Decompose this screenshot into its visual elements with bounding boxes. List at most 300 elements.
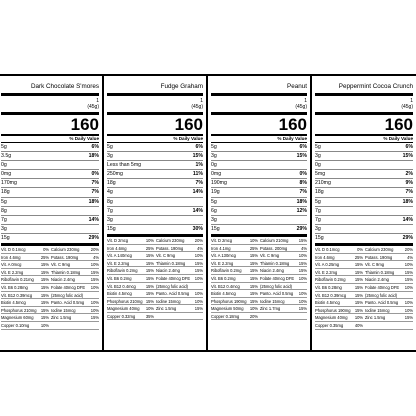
vitamin-grid	[1, 246, 99, 330]
nutrient-row	[315, 143, 413, 152]
nutrient-row	[315, 179, 413, 188]
vitamin-percent: 15%	[298, 260, 307, 266]
vitamin-row	[107, 305, 203, 313]
vitamin-percent: 25%	[145, 245, 155, 251]
vitamin-name: (25mcg folic acid)	[50, 292, 84, 298]
product-column	[208, 76, 312, 350]
vitamin-percent: 15%	[194, 306, 203, 312]
vitamin-percent: 10%	[298, 291, 307, 297]
nutrient-row	[107, 216, 203, 225]
servings-count: 1	[304, 98, 307, 104]
nutrient-daily-value: 15%	[192, 153, 203, 160]
vitamin-percent: 15%	[145, 275, 155, 281]
vitamin-row	[107, 267, 203, 275]
vitamin-percent: 15%	[40, 269, 50, 275]
vitamin-row	[107, 313, 203, 321]
vitamin-percent: 15%	[40, 300, 50, 306]
vitamin-row	[315, 246, 413, 254]
nutrient-row	[211, 143, 307, 152]
nutrient-row	[107, 198, 203, 207]
nutrient-daily-value: 18%	[296, 198, 307, 205]
vitamin-name: Phosphorus 210mg	[1, 307, 37, 313]
vitamin-name: Vit. B12 0.39mcg	[315, 292, 347, 298]
vitamin-name: Folate 40mcg DFE	[364, 285, 400, 290]
calories-value: 160	[278, 115, 307, 134]
nutrient-row	[1, 234, 99, 243]
vitamin-name: Thiamin 0.18mg	[155, 260, 186, 266]
vitamin-name: Iron 4.6mg	[315, 254, 335, 260]
product-name: Dark Chocolate S'mores	[30, 83, 99, 90]
vitamin-name: Vit. C 9mg	[259, 253, 280, 259]
vitamin-percent: 10%	[90, 307, 99, 313]
vitamin-name: Vit. D 2mcg	[107, 237, 129, 243]
vitamin-name: Vit. D 2mcg	[211, 237, 233, 243]
nutrient-row	[1, 161, 99, 170]
vitamin-percent: 40%	[354, 322, 364, 328]
serving-size: (45g)	[295, 104, 307, 110]
vitamin-percent: 15%	[354, 262, 364, 268]
vitamin-grid	[315, 246, 413, 330]
vitamin-name: Vit. D 0.1mcg	[1, 247, 26, 253]
vitamin-percent: 15%	[145, 268, 155, 274]
vitamin-percent: 15%	[194, 260, 203, 266]
nutrient-amount: 18g	[1, 189, 10, 196]
nutrient-daily-value: 2%	[405, 171, 413, 178]
nutrient-row	[1, 170, 99, 179]
vitamin-name: (25mcg folic acid)	[259, 283, 293, 289]
vitamin-percent: 15%	[249, 291, 259, 297]
vitamin-row	[211, 305, 307, 313]
nutrient-daily-value: 18%	[88, 153, 99, 160]
vitamin-name: Iodine 15mcg	[155, 298, 181, 304]
vitamin-name: Vit. E 2.2mg	[1, 269, 24, 275]
vitamin-name: Folate 40mcg DFE	[50, 285, 86, 290]
vitamin-name: Iodine 15mcg	[50, 307, 76, 313]
nutrient-row	[315, 152, 413, 161]
nutrient-amount: 5g	[211, 144, 217, 150]
vitamin-row	[211, 313, 307, 321]
nutrient-row	[211, 170, 307, 179]
product-column	[312, 76, 416, 350]
vitamin-percent: 20%	[249, 313, 259, 319]
nutrient-row	[315, 161, 413, 170]
vitamin-name: Vit. B12 0.4mcg	[211, 283, 240, 289]
vitamin-name: (25mcg folic acid)	[155, 283, 189, 289]
servings-count: 1	[200, 98, 203, 104]
nutrient-row	[1, 179, 99, 188]
vitamin-percent: 10%	[404, 300, 413, 306]
vitamin-row	[107, 252, 203, 260]
vitamin-percent: 15%	[40, 315, 50, 321]
nutrient-amount: 3g	[1, 225, 7, 232]
nutrient-row	[1, 188, 99, 197]
vitamin-name: Copper 0.35mg	[315, 322, 344, 328]
vitamin-percent: 15%	[40, 292, 50, 298]
nutrient-daily-value: 0%	[299, 171, 307, 178]
vitamin-row	[1, 276, 99, 284]
vitamin-name: Vit. E 2.2mg	[211, 260, 234, 266]
nutrient-amount: 3g	[107, 153, 113, 160]
vitamin-percent: 15%	[404, 315, 413, 321]
daily-value-header: % Daily Value	[211, 136, 307, 143]
divider	[315, 93, 413, 96]
vitamin-name: Vit. A 0mcg	[1, 262, 22, 268]
vitamin-percent: 10%	[145, 237, 155, 243]
nutrient-row	[1, 198, 99, 207]
daily-value-header: % Daily Value	[107, 136, 203, 143]
vitamin-percent: 10%	[194, 291, 203, 297]
vitamin-row	[1, 269, 99, 277]
nutrient-daily-value: 7%	[91, 180, 99, 187]
vitamin-name: Iodine 15mcg	[259, 298, 285, 304]
vitamin-name: Vit. A 130mcg	[211, 253, 236, 259]
vitamin-name: Biotin 4.5mcg	[107, 291, 132, 297]
serving-size: (45g)	[191, 104, 203, 110]
vitamin-percent: 10%	[298, 298, 307, 304]
vitamin-row	[107, 290, 203, 298]
vitamin-name: Riboflavin 0.21mg	[1, 277, 34, 283]
vitamin-name: Riboflavin 0.2mg	[211, 268, 242, 274]
nutrient-row	[1, 216, 99, 225]
calories-value: 160	[174, 115, 203, 134]
nutrient-amount: Less than 5mg	[107, 162, 142, 169]
vitamin-name: Vit. B6 0.28mg	[315, 285, 342, 290]
nutrient-daily-value: 7%	[195, 180, 203, 187]
vitamin-row	[1, 254, 99, 262]
vitamin-percent: 10%	[354, 315, 364, 321]
vitamin-name: Potass. 190mg	[364, 254, 393, 260]
vitamin-name: Panto. Acid 0.5mg	[155, 291, 190, 297]
nutrient-amount: 0g	[1, 162, 7, 169]
nutrient-daily-value: 6%	[405, 144, 413, 150]
vitamin-row	[107, 275, 203, 283]
nutrient-row	[107, 170, 203, 179]
vitamin-percent: 0%	[357, 247, 364, 253]
vitamin-name: Potass. 200mg	[259, 245, 288, 251]
vitamin-row	[1, 284, 99, 292]
nutrient-row	[1, 152, 99, 161]
divider	[107, 93, 203, 96]
daily-value-header: % Daily Value	[315, 136, 413, 143]
vitamin-name: Vit. B6 0.28mg	[1, 285, 28, 290]
serving-size: (45g)	[87, 104, 99, 110]
vitamin-name: Magnesium 40mg	[107, 306, 140, 312]
vitamin-percent: 10%	[194, 253, 203, 259]
nutrient-amount: 15g	[315, 234, 324, 241]
vitamin-percent: 4%	[407, 254, 413, 260]
vitamin-row	[211, 275, 307, 283]
vitamin-percent: 15%	[249, 283, 259, 289]
nutrient-amount: 18g	[107, 180, 116, 187]
vitamin-row	[211, 290, 307, 298]
vitamin-percent: 15%	[90, 269, 99, 275]
vitamin-percent: 10%	[298, 275, 307, 281]
vitamin-percent: 15%	[404, 277, 413, 283]
vitamin-percent: 10%	[194, 275, 203, 281]
vitamin-percent: 4%	[301, 245, 307, 251]
vitamin-percent: 10%	[90, 300, 99, 306]
vitamin-percent: 15%	[298, 237, 307, 243]
vitamin-name: Vit. B6 0.2mg	[211, 275, 236, 281]
nutrient-row	[107, 188, 203, 197]
nutrient-daily-value: 12%	[296, 207, 307, 214]
nutrient-amount: 0g	[315, 162, 321, 169]
nutrient-row	[211, 152, 307, 161]
nutrient-amount: 7g	[107, 207, 113, 214]
vitamin-percent: 15%	[249, 275, 259, 281]
nutrient-row	[211, 216, 307, 225]
nutrient-amount: 5mg	[315, 171, 326, 178]
vitamin-name: Zinc 1.5mg	[50, 315, 72, 321]
nutrient-daily-value: 0%	[91, 171, 99, 178]
vitamin-row	[107, 298, 203, 306]
calories-value: 160	[70, 115, 99, 134]
vitamin-percent: 15%	[40, 277, 50, 283]
nutrient-row	[1, 225, 99, 234]
nutrient-daily-value: 9%	[405, 180, 413, 187]
nutrient-amount: 5g	[107, 144, 113, 150]
vitamin-name: Niacin 2.4mg	[155, 268, 180, 274]
vitamin-name: Calcium 230mg	[155, 237, 185, 243]
nutrient-daily-value: 7%	[91, 189, 99, 196]
vitamin-row	[1, 322, 99, 330]
vitamin-row	[211, 237, 307, 245]
nutrient-amount: 8g	[1, 207, 7, 214]
vitamin-grid	[107, 237, 203, 321]
vitamin-percent: 15%	[354, 307, 364, 313]
nutrient-row	[211, 179, 307, 188]
vitamin-name: Folate 40mcg DFE	[259, 275, 295, 281]
vitamin-percent: 10%	[298, 253, 307, 259]
vitamin-row	[1, 261, 99, 269]
vitamin-row	[1, 246, 99, 254]
vitamin-row	[315, 269, 413, 277]
product-name: Fudge Graham	[160, 83, 203, 90]
nutrient-row	[107, 179, 203, 188]
vitamin-name: Magnesium 60mg	[1, 315, 34, 321]
daily-value-header: % Daily Value	[1, 136, 99, 143]
nutrient-amount: 170mg	[1, 180, 17, 187]
vitamin-name: Zinc 1.5mg	[364, 315, 386, 321]
nutrient-row	[1, 207, 99, 216]
vitamin-name: Vit. A 0.25mg	[315, 262, 340, 268]
vitamin-name: Niacin 2.4mg	[259, 268, 284, 274]
vitamin-percent: 15%	[40, 285, 50, 290]
servings-count: 1	[410, 98, 413, 104]
nutrient-daily-value: 18%	[402, 198, 413, 205]
nutrient-row	[211, 188, 307, 197]
nutrient-daily-value: 7%	[299, 189, 307, 196]
vitamin-row	[315, 314, 413, 322]
vitamin-row	[315, 261, 413, 269]
vitamin-name: Phosphorus 190mg	[211, 298, 247, 304]
nutrient-amount: 5g	[1, 198, 7, 205]
vitamin-row	[107, 283, 203, 291]
nutrient-amount: 6g	[211, 207, 217, 214]
vitamin-percent: 35%	[145, 313, 155, 319]
vitamin-name: Panto. Acid 0.5mg	[259, 291, 294, 297]
vitamin-percent: 20%	[90, 247, 99, 253]
vitamin-grid	[211, 237, 307, 321]
nutrient-amount: 15g	[1, 234, 10, 241]
nutrient-amount: 3.5g	[1, 153, 12, 160]
nutrient-amount: 5g	[315, 198, 321, 205]
product-name: Peanut	[287, 83, 307, 90]
vitamin-percent: 15%	[249, 260, 259, 266]
vitamin-name: Riboflavin 0.2mg	[315, 277, 346, 283]
nutrient-amount: 3g	[315, 153, 321, 160]
vitamin-row	[211, 252, 307, 260]
nutrient-amount: 3g	[107, 216, 113, 223]
nutrient-amount: 7g	[315, 216, 321, 223]
nutrient-row	[107, 207, 203, 216]
vitamin-name: Phosphorus 210mg	[107, 298, 143, 304]
vitamin-name: (25mcg folic acid)	[364, 292, 398, 298]
vitamin-row	[315, 299, 413, 307]
vitamin-name: Iron 4.6mg	[107, 245, 127, 251]
vitamin-row	[1, 307, 99, 315]
nutrient-row	[315, 170, 413, 179]
nutrient-amount: 250mg	[107, 171, 123, 178]
vitamin-percent: 15%	[90, 277, 99, 283]
nutrient-amount: 3g	[211, 216, 217, 223]
vitamin-name: Biotin 4.5mcg	[1, 300, 26, 306]
vitamin-name: Iodine 15mcg	[364, 307, 390, 313]
vitamin-percent: 15%	[404, 269, 413, 275]
vitamin-percent: 10%	[404, 307, 413, 313]
vitamin-row	[107, 245, 203, 253]
nutrient-row	[107, 143, 203, 152]
nutrient-amount: 0mg	[211, 171, 222, 178]
vitamin-percent: 15%	[354, 277, 364, 283]
vitamin-row	[315, 276, 413, 284]
vitamin-percent: 15%	[249, 253, 259, 259]
nutrient-row	[315, 198, 413, 207]
vitamin-percent: 20%	[404, 247, 413, 253]
nutrient-amount: 0mg	[1, 171, 12, 178]
vitamin-row	[1, 314, 99, 322]
vitamin-percent: 10%	[90, 285, 99, 290]
vitamin-percent: 10%	[90, 262, 99, 268]
product-column	[104, 76, 208, 350]
vitamin-percent: 15%	[298, 268, 307, 274]
vitamin-row	[1, 299, 99, 307]
vitamin-percent: 15%	[249, 268, 259, 274]
nutrient-daily-value: 14%	[192, 207, 203, 214]
vitamin-percent: 4%	[93, 254, 99, 260]
nutrient-row	[211, 198, 307, 207]
nutrient-amount: 8g	[107, 198, 113, 205]
product-name: Peppermint Cocoa Crunch	[338, 83, 413, 90]
nutrient-row	[211, 207, 307, 216]
vitamin-name: Biotin 4.5mcg	[315, 300, 340, 306]
vitamin-name: Vit. B6 0.2mg	[107, 275, 132, 281]
vitamin-name: Vit. C 9mg	[364, 262, 385, 268]
vitamin-row	[1, 292, 99, 300]
vitamin-percent: 15%	[40, 262, 50, 268]
nutrient-daily-value: 14%	[88, 216, 99, 223]
vitamin-percent: 15%	[145, 253, 155, 259]
nutrient-row	[211, 161, 307, 170]
vitamin-percent: 4%	[197, 245, 203, 251]
nutrient-daily-value: 29%	[402, 234, 413, 241]
nutrient-row	[315, 225, 413, 234]
vitamin-name: Thiamin 0.18mg	[364, 269, 395, 275]
nutrient-amount: 18g	[315, 189, 324, 196]
nutrient-amount: 190mg	[211, 180, 227, 187]
divider	[211, 93, 307, 96]
vitamin-name: Vit. D 0.1mcg	[315, 247, 340, 253]
vitamin-row	[315, 307, 413, 315]
nutrient-amount: 5g	[211, 198, 217, 205]
vitamin-percent: 15%	[354, 300, 364, 306]
vitamin-name: Panto. Acid 0.5mg	[50, 300, 85, 306]
vitamin-percent: 10%	[249, 306, 259, 312]
nutrient-daily-value: 15%	[296, 153, 307, 160]
vitamin-name: Vit. A 140mcg	[107, 253, 132, 259]
vitamin-row	[315, 284, 413, 292]
nutrient-row	[107, 225, 203, 234]
vitamin-name: Potass. 190mg	[155, 245, 184, 251]
vitamin-name: Copper 0.32mg	[107, 313, 136, 319]
vitamin-percent: 25%	[249, 245, 259, 251]
nutrient-amount: 7g	[315, 207, 321, 214]
nutrient-daily-value: 11%	[192, 171, 203, 178]
vitamin-percent: 10%	[194, 298, 203, 304]
vitamin-percent: 15%	[145, 291, 155, 297]
vitamin-name: Iron 4.1mg	[211, 245, 231, 251]
vitamin-name: Panto. Acid 0.5mg	[364, 300, 399, 306]
nutrient-amount: 4g	[107, 189, 113, 196]
vitamin-percent: 10%	[40, 322, 50, 328]
nutrient-daily-value: 8%	[299, 180, 307, 187]
vitamin-name: Biotin 4.5mcg	[211, 291, 236, 297]
vitamin-percent: 15%	[194, 268, 203, 274]
vitamin-percent: 15%	[145, 283, 155, 289]
vitamin-percent: 15%	[40, 307, 50, 313]
vitamin-name: Copper 0.10mg	[1, 322, 30, 328]
vitamin-name: Magnesium 50mg	[211, 306, 244, 312]
vitamin-name: Phosphorus 190mg	[315, 307, 351, 313]
nutrient-row	[1, 143, 99, 152]
nutrient-daily-value: 6%	[299, 144, 307, 150]
vitamin-percent: 15%	[249, 298, 259, 304]
vitamin-percent: 20%	[194, 237, 203, 243]
vitamin-name: Potass. 190mg	[50, 254, 79, 260]
vitamin-name: Thiamin 0.18mg	[259, 260, 290, 266]
serving-size: (45g)	[401, 104, 413, 110]
nutrient-amount: 3g	[315, 225, 321, 232]
nutrient-daily-value: 6%	[91, 144, 99, 150]
vitamin-percent: 15%	[354, 269, 364, 275]
nutrient-amount: 5g	[315, 144, 321, 150]
vitamin-percent: 25%	[40, 254, 50, 260]
vitamin-name: Vit. C 9mg	[155, 253, 176, 259]
vitamin-row	[211, 260, 307, 268]
nutrient-amount: 0g	[211, 162, 217, 169]
vitamin-percent: 10%	[145, 306, 155, 312]
nutrient-daily-value: 29%	[88, 234, 99, 241]
nutrient-amount: 5g	[1, 144, 7, 150]
nutrient-daily-value: 18%	[88, 198, 99, 205]
vitamin-row	[211, 267, 307, 275]
nutrient-amount: 19g	[211, 189, 220, 196]
vitamin-percent: 15%	[145, 260, 155, 266]
servings-count: 1	[96, 98, 99, 104]
vitamin-name: Folate 40mcg DFE	[155, 275, 191, 281]
nutrient-daily-value: 15%	[402, 153, 413, 160]
nutrient-daily-value: 30%	[192, 225, 203, 232]
